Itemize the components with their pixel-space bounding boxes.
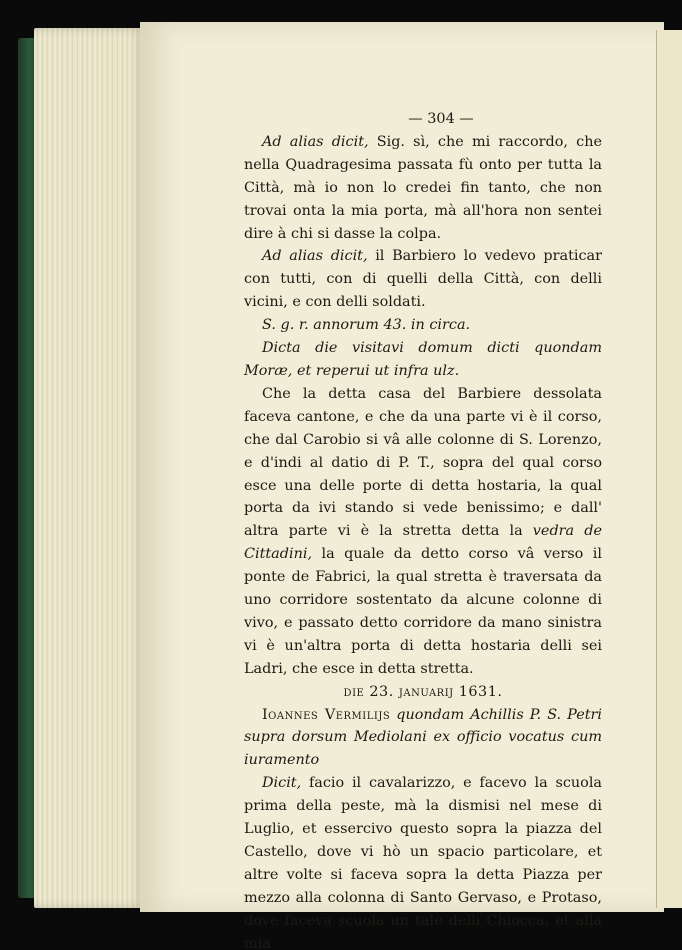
paragraph-p1 [244,131,602,246]
text-segment: il Barbiero lo vedevo praticar con tutti, con di quelli della Città, con delli vicini, e con delli soldati. [244,248,602,311]
paragraph-p7 [244,704,602,773]
text-segment: Sig. sì, che mi raccordo, che nella Quadragesima passata fù onto per tutta la Città, mà io non lo credei fin tanto, che non trovai onta la mia porta, mà all'hora non sentei dire à chi si dasse la colpa. [244,133,602,242]
paragraph-p4 [244,337,602,383]
text-segment: vedra de Cittadini, [244,523,602,563]
paragraph-p5 [244,383,602,681]
text-segment: Ad alias dicit, [262,248,368,265]
text-segment: la quale da detto corso vâ verso il ponte de Fabrici, la qual stretta è traversata da uno corridore sostentato da alcune colonne di vivo, e passato detto corridore da mano sinistra vi è un'altra porta di detta hostaria delli sei Ladri, che esce in detta stretta. [244,546,602,677]
text-segment: Ioannes Vermilijs [262,706,391,723]
page-number: — 304 — [408,111,474,127]
paragraphs [244,131,602,950]
page-text [244,108,602,950]
text-segment: Che la detta casa del Barbiere dessolata faceva cantone, e che da una parte vi è il corso, che dal Carobio si vâ alle colonne di S. Lorenzo, e d'indi al datio di P. T., sopra del qual corso esce una delle porte di detta hostaria, la qual porta da ivi stando si vede benissimo; e dall' altra parte vi è la stretta detta la [244,385,602,540]
paragraph-p8 [244,772,602,950]
paragraph-p3 [244,314,602,337]
text-segment: S. g. r. annorum 43. in circa. [262,317,471,334]
text-segment: Dicit, [262,775,302,792]
text-segment: die 23. januarij 1631. [343,683,503,700]
text-segment: facio il cavalarizzo, e facevo la scuola prima della peste, mà la dismisi nel mese di Luglio, et essercivo questo sopra la piazza del Castello, dove vi hò un spacio particolare, et altre volte si faceva sopra la detta Piazza per mezzo alla colonna di Santo Gervaso, e Protaso, dove faceva scuola un tale delli Chiocca, et alla mia [244,775,602,950]
paragraph-p6 [244,681,602,704]
text-segment: Ad alias dicit, [262,133,369,150]
paragraph-p2 [244,245,602,314]
page-edges [34,28,146,908]
text-segment: quondam Achillis P. S. Petri supra dorsum Mediolani ex officio vocatus cum iuramento [244,706,603,769]
text-segment: Dicta die visitavi domum dicti quondam Moræ, et reperui ut infra ulz. [244,340,602,379]
next-page-edge [656,30,682,908]
